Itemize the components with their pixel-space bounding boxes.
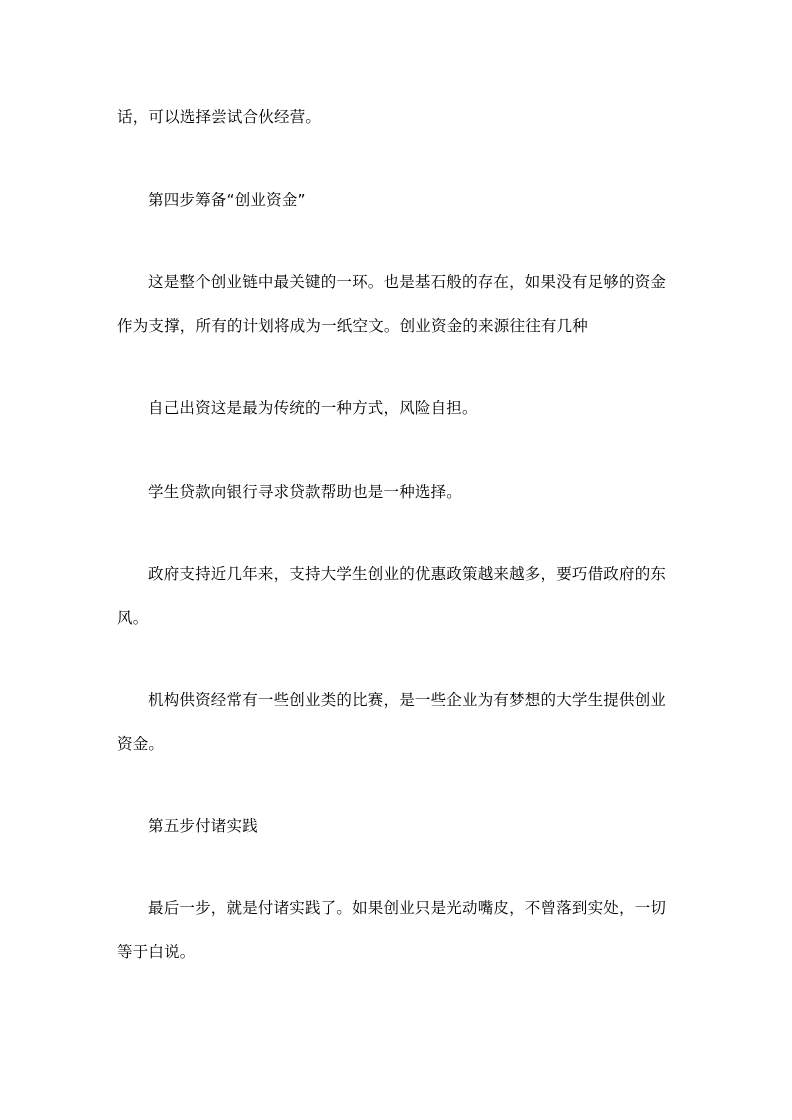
paragraph-line: 最后一步，就是付诸实践了。如果创业只是光动嘴皮，不曾落到实处，一切	[148, 899, 667, 917]
paragraph-line: 这是整个创业链中最关键的一环。也是基石般的存在，如果没有足够的资金	[148, 273, 667, 291]
paragraph-line: 学生贷款向银行寻求贷款帮助也是一种选择。	[148, 483, 463, 501]
paragraph-line: 作为支撑，所有的计划将成为一纸空文。创业资金的来源往往有几种	[117, 317, 589, 335]
section-heading-step-five: 第五步付诸实践	[148, 817, 258, 835]
paragraph-line: 资金。	[117, 735, 165, 753]
paragraph-line: 自己出资这是最为传统的一种方式，风险自担。	[148, 399, 478, 417]
paragraph-line: 话，可以选择尝试合伙经营。	[117, 108, 322, 126]
paragraph-line: 风。	[117, 609, 149, 627]
paragraph-line: 等于白说。	[117, 943, 196, 961]
paragraph-line: 政府支持近几年来，支持大学生创业的优惠政策越来越多，要巧借政府的东	[148, 565, 667, 583]
paragraph-line: 机构供资经常有一些创业类的比赛，是一些企业为有梦想的大学生提供创业	[148, 691, 667, 709]
section-heading-step-four: 第四步筹备“创业资金”	[148, 191, 306, 209]
